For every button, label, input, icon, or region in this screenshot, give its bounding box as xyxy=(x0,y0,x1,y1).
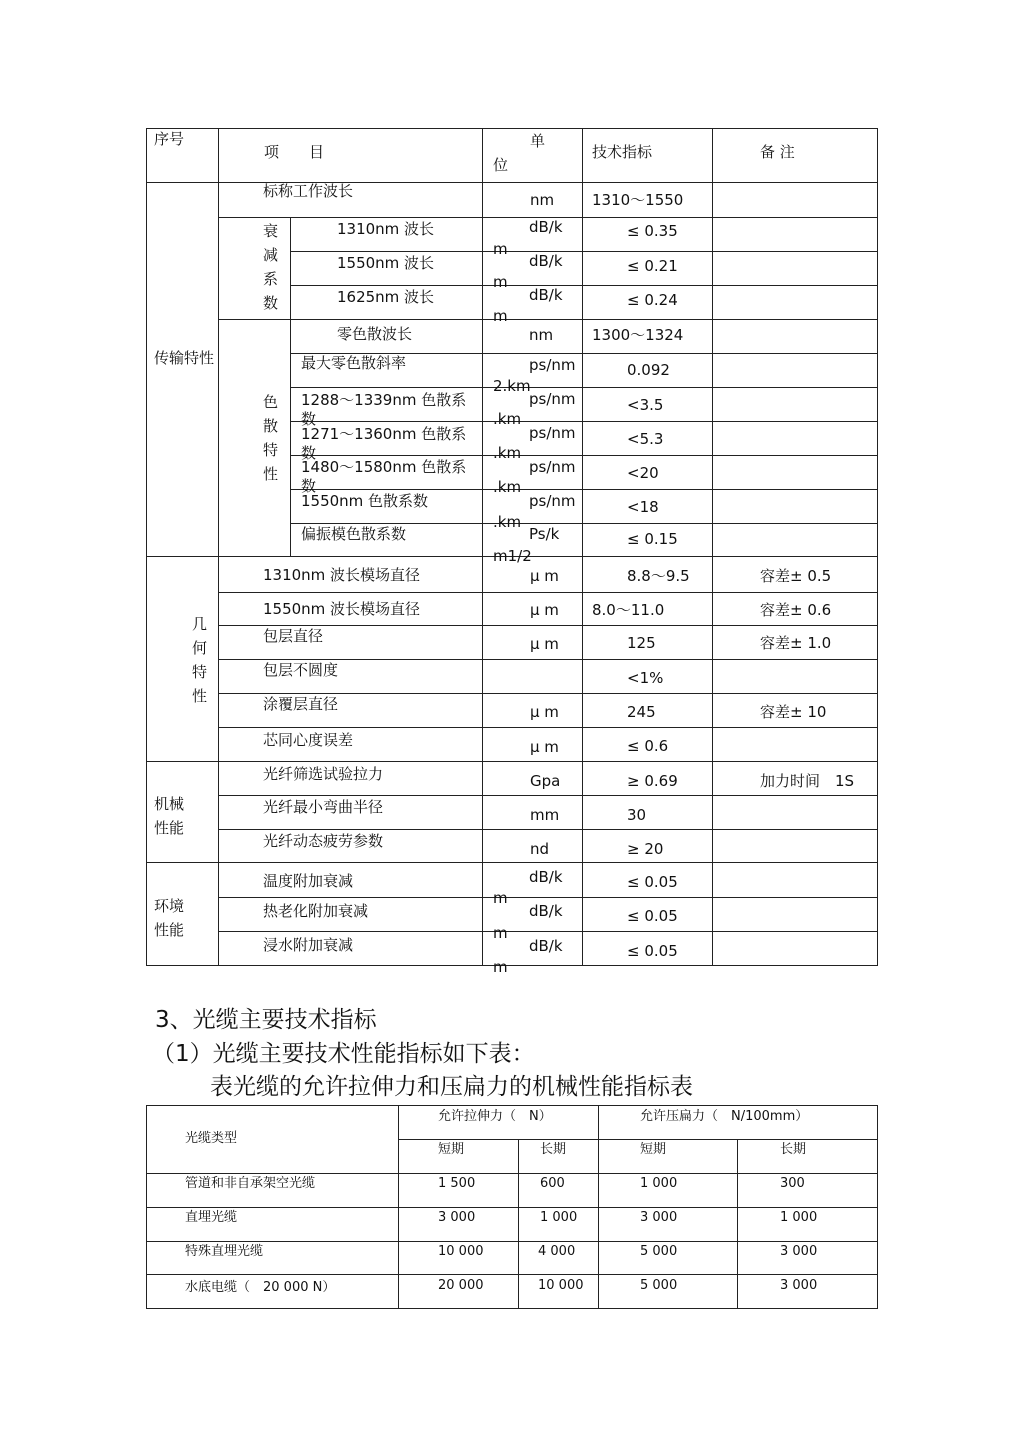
attenuation-unit: dB/k xyxy=(529,286,563,304)
cable-type: 管道和非自承架空光缆 xyxy=(185,1176,316,1191)
cable-crush-long: 1 000 xyxy=(780,1210,818,1225)
wavelength-spec: 1310～1550 xyxy=(592,191,684,209)
section-title: 3、光缆主要技术指标 xyxy=(155,1007,377,1033)
group-transmission-label: 传输特性 xyxy=(154,349,215,367)
col-crush-long: 长期 xyxy=(780,1142,807,1157)
attenuation-unit-wrap: m xyxy=(493,240,508,258)
dispersion-spec: <18 xyxy=(627,498,659,516)
environment-unit-wrap: m xyxy=(493,889,508,907)
environment-unit: dB/k xyxy=(529,902,563,920)
col-crush-short: 短期 xyxy=(640,1142,667,1157)
dispersion-item: 1271～1360nm 色散系 xyxy=(301,425,467,443)
geometry-spec: ≤ 0.6 xyxy=(627,737,669,755)
geometry-item: 1550nm 波长模场直径 xyxy=(263,600,421,618)
dispersion-unit: ps/nm xyxy=(529,458,576,476)
dispersion-unit: nm xyxy=(529,326,554,344)
dispersion-unit: ps/nm xyxy=(529,356,576,374)
wavelength-unit: nm xyxy=(530,191,555,209)
environment-unit: dB/k xyxy=(529,937,563,955)
dispersion-unit-wrap: .km xyxy=(493,444,522,462)
dispersion-spec: <20 xyxy=(627,464,659,482)
dispersion-spec: <3.5 xyxy=(627,396,664,414)
dispersion-item-wrap: 数 xyxy=(301,477,317,495)
dispersion-unit-wrap: m1/2 xyxy=(493,547,532,565)
dispersion-unit-wrap: .km xyxy=(493,478,522,496)
dispersion-spec: ≤ 0.15 xyxy=(627,530,678,548)
attenuation-unit-wrap: m xyxy=(493,307,508,325)
dispersion-item: 1550nm 色散系数 xyxy=(301,492,429,510)
cable-type: 水底电缆（ 20 000 N） xyxy=(185,1280,336,1295)
cable-crush-short: 1 000 xyxy=(640,1176,678,1191)
geometry-item: 包层直径 xyxy=(263,627,324,645)
geometry-note: 容差± 1.0 xyxy=(760,634,832,652)
attenuation-spec: ≤ 0.35 xyxy=(627,222,678,240)
mechanical-item: 光纤动态疲劳参数 xyxy=(263,832,384,850)
environment-item: 温度附加衰减 xyxy=(263,872,354,890)
attenuation-unit: dB/k xyxy=(529,218,563,236)
cable-tension-short: 10 000 xyxy=(438,1244,484,1259)
cable-tension-long: 10 000 xyxy=(538,1278,584,1293)
dispersion-spec: 1300～1324 xyxy=(592,326,684,344)
dispersion-spec: <5.3 xyxy=(627,430,664,448)
group-mechanical-label: 机械性能 xyxy=(154,795,185,837)
geometry-spec: 245 xyxy=(627,703,656,721)
dispersion-unit: ps/nm xyxy=(529,390,576,408)
dispersion-spec: 0.092 xyxy=(627,361,670,379)
mechanical-spec: ≥ 20 xyxy=(627,840,664,858)
geometry-item: 包层不圆度 xyxy=(263,661,339,679)
col-tension-long: 长期 xyxy=(540,1142,567,1157)
attenuation-unit: dB/k xyxy=(529,252,563,270)
cable-crush-long: 3 000 xyxy=(780,1244,818,1259)
cable-tension-short: 1 500 xyxy=(438,1176,476,1191)
geometry-unit: μ m xyxy=(530,601,559,619)
dispersion-item-wrap: 数 xyxy=(301,410,317,428)
dispersion-item-wrap: 数 xyxy=(301,444,317,462)
dispersion-item: 偏振模色散系数 xyxy=(301,525,407,543)
subsection-title: （1）光缆主要技术性能指标如下表： xyxy=(152,1041,535,1067)
header-spec: 技术指标 xyxy=(592,143,653,161)
mechanical-unit: mm xyxy=(530,806,560,824)
geometry-item: 涂覆层直径 xyxy=(263,695,339,713)
geometry-unit: μ m xyxy=(530,738,559,756)
dispersion-item: 1480～1580nm 色散系 xyxy=(301,458,467,476)
cable-tension-long: 1 000 xyxy=(540,1210,578,1225)
header-index: 序号 xyxy=(154,130,185,148)
mechanical-unit: nd xyxy=(530,840,550,858)
header-unit-bottom: 位 xyxy=(493,156,509,174)
geometry-note: 容差± 10 xyxy=(760,703,827,721)
attenuation-item: 1550nm 波长 xyxy=(337,254,435,272)
header-unit-top: 单 xyxy=(530,132,546,150)
geometry-unit: μ m xyxy=(530,635,559,653)
dispersion-item: 最大零色散斜率 xyxy=(301,354,407,372)
geometry-unit: μ m xyxy=(530,567,559,585)
cable-tension-short: 20 000 xyxy=(438,1278,484,1293)
mechanical-spec: 30 xyxy=(627,806,647,824)
dispersion-unit-wrap: .km xyxy=(493,410,522,428)
environment-spec: ≤ 0.05 xyxy=(627,873,678,891)
cable-crush-long: 3 000 xyxy=(780,1278,818,1293)
sub-dispersion-label: 色散特性 xyxy=(263,393,279,483)
header-item: 项 目 xyxy=(264,143,325,161)
geometry-spec: 8.0～11.0 xyxy=(592,601,665,619)
header-note: 备 注 xyxy=(760,143,795,161)
dispersion-item: 零色散波长 xyxy=(337,325,413,343)
cable-tension-short: 3 000 xyxy=(438,1210,476,1225)
dispersion-unit: ps/nm xyxy=(529,492,576,510)
dispersion-item: 1288～1339nm 色散系 xyxy=(301,391,467,409)
attenuation-item: 1625nm 波长 xyxy=(337,288,435,306)
col-tension-short: 短期 xyxy=(438,1142,465,1157)
mechanical-item: 光纤最小弯曲半径 xyxy=(263,798,384,816)
environment-spec: ≤ 0.05 xyxy=(627,907,678,925)
geometry-spec: <1% xyxy=(627,669,664,687)
geometry-item: 1310nm 波长模场直径 xyxy=(263,566,421,584)
geometry-unit: μ m xyxy=(530,703,559,721)
geometry-spec: 8.8～9.5 xyxy=(627,567,690,585)
dispersion-unit-wrap: 2.km xyxy=(493,377,531,395)
dispersion-unit: ps/nm xyxy=(529,424,576,442)
cable-type: 直埋光缆 xyxy=(185,1210,238,1225)
attenuation-item: 1310nm 波长 xyxy=(337,220,435,238)
sub-attenuation-label: 衰减系数 xyxy=(263,222,279,312)
col-crush: 允许压扁力（ N/100mm） xyxy=(640,1109,809,1124)
cable-tension-long: 600 xyxy=(540,1176,565,1191)
cable-tension-long: 4 000 xyxy=(538,1244,576,1259)
geometry-note: 容差± 0.6 xyxy=(760,601,832,619)
col-tension: 允许拉伸力（ N） xyxy=(438,1109,552,1124)
environment-item: 热老化附加衰减 xyxy=(263,902,369,920)
dispersion-unit-wrap: .km xyxy=(493,513,522,531)
environment-item: 浸水附加衰减 xyxy=(263,936,354,954)
cable-crush-short: 5 000 xyxy=(640,1278,678,1293)
environment-spec: ≤ 0.05 xyxy=(627,942,678,960)
geometry-item: 芯同心度误差 xyxy=(263,731,354,749)
wavelength-item: 标称工作波长 xyxy=(263,182,354,200)
attenuation-spec: ≤ 0.24 xyxy=(627,291,678,309)
mechanical-unit: Gpa xyxy=(530,772,561,790)
attenuation-unit-wrap: m xyxy=(493,273,508,291)
mechanical-note: 加力时间 1S xyxy=(760,772,855,790)
group-geometry-label: 几何特性 xyxy=(192,615,208,705)
environment-unit-wrap: m xyxy=(493,958,508,976)
environment-unit: dB/k xyxy=(529,868,563,886)
col-type: 光缆类型 xyxy=(185,1131,238,1146)
mechanical-item: 光纤筛选试验拉力 xyxy=(263,765,384,783)
dispersion-unit: Ps/k xyxy=(529,525,560,543)
mechanical-spec: ≥ 0.69 xyxy=(627,772,678,790)
group-environment-label: 环境性能 xyxy=(154,897,185,939)
table-caption: 表光缆的允许拉伸力和压扁力的机械性能指标表 xyxy=(210,1074,693,1100)
geometry-spec: 125 xyxy=(627,634,656,652)
cable-type: 特殊直埋光缆 xyxy=(185,1244,264,1259)
cable-crush-short: 5 000 xyxy=(640,1244,678,1259)
environment-unit-wrap: m xyxy=(493,924,508,942)
cable-crush-long: 300 xyxy=(780,1176,805,1191)
geometry-note: 容差± 0.5 xyxy=(760,567,832,585)
cable-crush-short: 3 000 xyxy=(640,1210,678,1225)
attenuation-spec: ≤ 0.21 xyxy=(627,257,678,275)
